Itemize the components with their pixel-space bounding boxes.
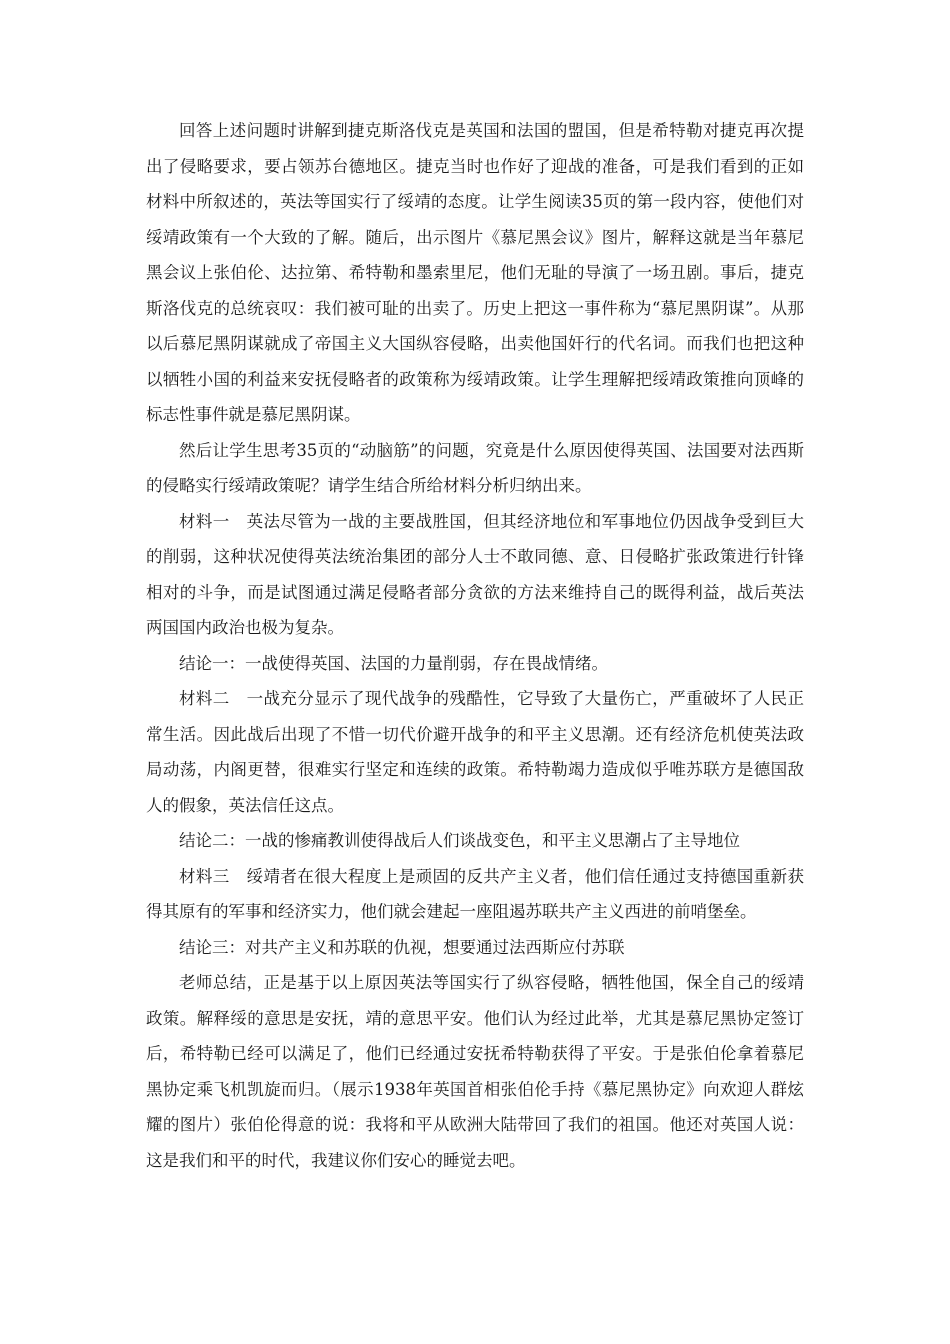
paragraph-conclusion-two: 结论二：一战的惨痛教训使得战后人们谈战变色，和平主义思潮占了主导地位	[179, 831, 740, 850]
paragraph-munich-explanation: 回答上述问题时讲解到捷克斯洛伐克是英国和法国的盟国，但是希特勒对捷克再次提出了侵略要求，要占领苏台德地区。捷克当时也作好了迎战的准备，可是我们看到的正如材料中所叙述的，英法等国实行了绥靖的态度。让学生阅读35页的第一段内容，使他们对绥靖政策有一个大致的了解。随后，出示图片《慕尼黑会议》图片，解释这就是当年慕尼黑会议上张伯伦、达拉第、希特勒和墨索里尼，他们无耻的导演了一场丑剧。事后，捷克斯洛伐克的总统哀叹：我们被可耻的出卖了。历史上把这一事件称为“慕尼黑阴谋”。从那以后慕尼黑阴谋就成了帝国主义大国纵容侵略，出卖他国奸行的代名词。而我们也把这种以牺牲小国的利益来安抚侵略者的政策称为绥靖政策。让学生理解把绥靖政策推向顶峰的标志性事件就是慕尼黑阴谋。	[146, 121, 804, 424]
paragraph-conclusion-three: 结论三：对共产主义和苏联的仇视，想要通过法西斯应付苏联	[179, 937, 625, 957]
paragraph-teacher-summary: 老师总结，正是基于以上原因英法等国实行了纵容侵略，牺牲他国，保全自己的绥靖政策。解释绥的意思是安抚，靖的意思平安。他们认为经过此举，尤其是慕尼黑协定签订后，希特勒已经可以满足了，他们已经通过安抚希特勒获得了平安。于是张伯伦拿着慕尼黑协定乘飞机凯旋而归。（展示1938年英国首相张伯伦手持《慕尼黑协定》向欢迎人群炫耀的图片）张伯伦得意的说：我将和平从欧洲大陆带回了我们的祖国。他还对英国人说：这是我们和平的时代，我建议你们安心的睡觉去吧。	[146, 973, 804, 1170]
document-body	[146, 113, 804, 1178]
paragraph-material-three: 材料三 绥靖者在很大程度上是顽固的反共产主义者，他们信任通过支持德国重新获得其原有的军事和经济实力，他们就会建起一座阻遏苏联共产主义西进的前哨堡垒。	[146, 866, 804, 921]
paragraph-material-one: 材料一 英法尽管为一战的主要战胜国，但其经济地位和军事地位仍因战争受到巨大的削弱，这种状况使得英法统治集团的部分人士不敢同德、意、日侵略扩张政策进行针锋相对的斗争，而是试图通过满足侵略者部分贪欲的方法来维持自己的既得利益，战后英法两国国内政治也极为复杂。	[146, 511, 804, 637]
paragraph-think-question: 然后让学生思考35页的“动脑筋”的问题，究竟是什么原因使得英国、法国要对法西斯的侵略实行绥靖政策呢？请学生结合所给材料分析归纳出来。	[146, 440, 804, 495]
paragraph-conclusion-one: 结论一：一战使得英国、法国的力量削弱，存在畏战情绪。	[179, 653, 608, 673]
paragraph-material-two: 材料二 一战充分显示了现代战争的残酷性，它导致了大量伤亡，严重破坏了人民正常生活。因此战后出现了不惜一切代价避开战争的和平主义思潮。还有经济危机使英法政局动荡，内阁更替，很难实行坚定和连续的政策。希特勒竭力造成似乎唯苏联方是德国敌人的假象，英法信任这点。	[146, 689, 804, 815]
